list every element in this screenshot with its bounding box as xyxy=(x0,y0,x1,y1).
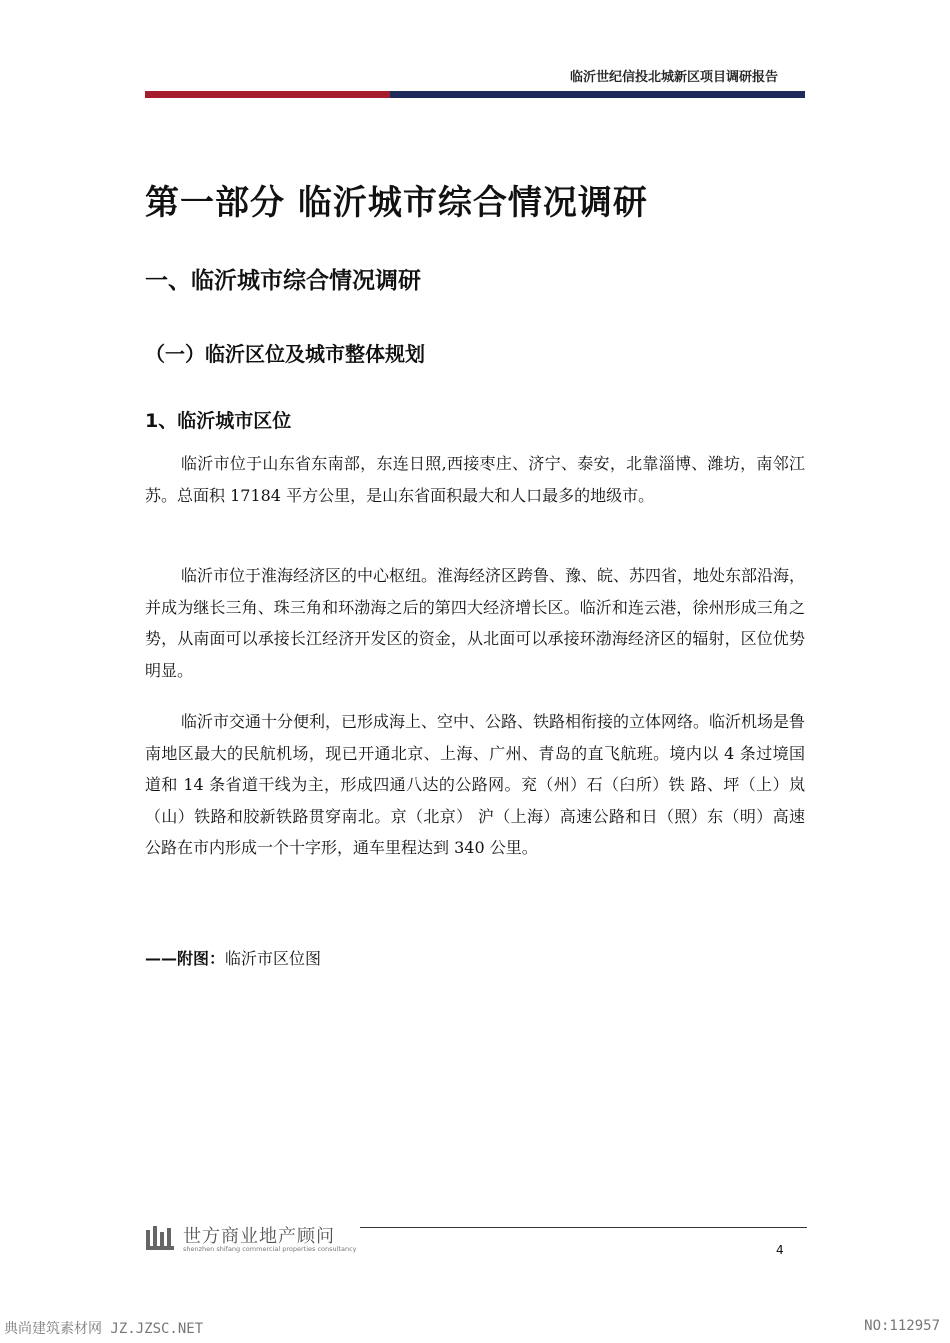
company-logo-icon xyxy=(145,1224,177,1252)
report-header-title: 临沂世纪信投北城新区项目调研报告 xyxy=(569,70,778,85)
watermark-number: NO:112957 xyxy=(864,1318,940,1334)
paragraph-transport: 临沂市交通十分便利，已形成海上、空中、公路、铁路相衔接的立体网络。临沂机场是鲁南地区最大的民航机场，现已开通北京、上海、广州、青岛的直飞航班。境内以 4 条过境国道和 14 条省道干线为主，形成四通八达的公路网。兖（州）石（臼所）铁 路、坪（上）岚（山）铁路和胶新铁路贯穿南北。京（北京） 沪（上海）高速公路和日（照）东（明）高速公路在市内形成一个十字形，通车里程达到 340 公里。 xyxy=(145,712,806,857)
watermark-site: 典尚建筑素材网 JZ.JZSC.NET xyxy=(4,1321,204,1337)
figure-caption xyxy=(145,946,321,969)
footer-rule xyxy=(360,1227,807,1228)
paragraph-economic-zone: 临沂市位于淮海经济区的中心枢纽。淮海经济区跨鲁、豫、皖、苏四省，地处东部沿海，并成为继长三角、珠三角和环渤海之后的第四大经济增长区。临沂和连云港，徐州形成三角之势，从南面可以承接长江经济开发区的资金，从北面可以承接环渤海经济区的辐射，区位优势明显。 xyxy=(145,566,806,680)
subsection-heading: （一）临沂区位及城市整体规划 xyxy=(145,342,425,366)
company-logo xyxy=(145,1222,355,1258)
page-number: 4 xyxy=(776,1243,784,1257)
paragraph-location: 临沂市位于山东省东南部，东连日照,西接枣庄、济宁、泰安，北靠淄博、潍坊，南邻江苏。总面积 17184 平方公里，是山东省面积最大和人口最多的地级市。 xyxy=(145,454,805,505)
section-heading: 一、临沂城市综合情况调研 xyxy=(145,268,421,294)
figure-caption-lead: ——附图： xyxy=(145,949,226,968)
item-heading: 1、临沂城市区位 xyxy=(145,410,292,432)
company-logo-english: shenzhen shifang commercial properties consultancy xyxy=(183,1245,357,1253)
header-rule-navy xyxy=(390,91,805,98)
company-logo-name: 世方商业地产顾问 xyxy=(183,1226,335,1247)
header-rule-red xyxy=(145,91,390,98)
part-heading: 第一部分 临沂城市综合情况调研 xyxy=(145,183,648,223)
figure-caption-text: 临沂市区位图 xyxy=(225,949,322,968)
